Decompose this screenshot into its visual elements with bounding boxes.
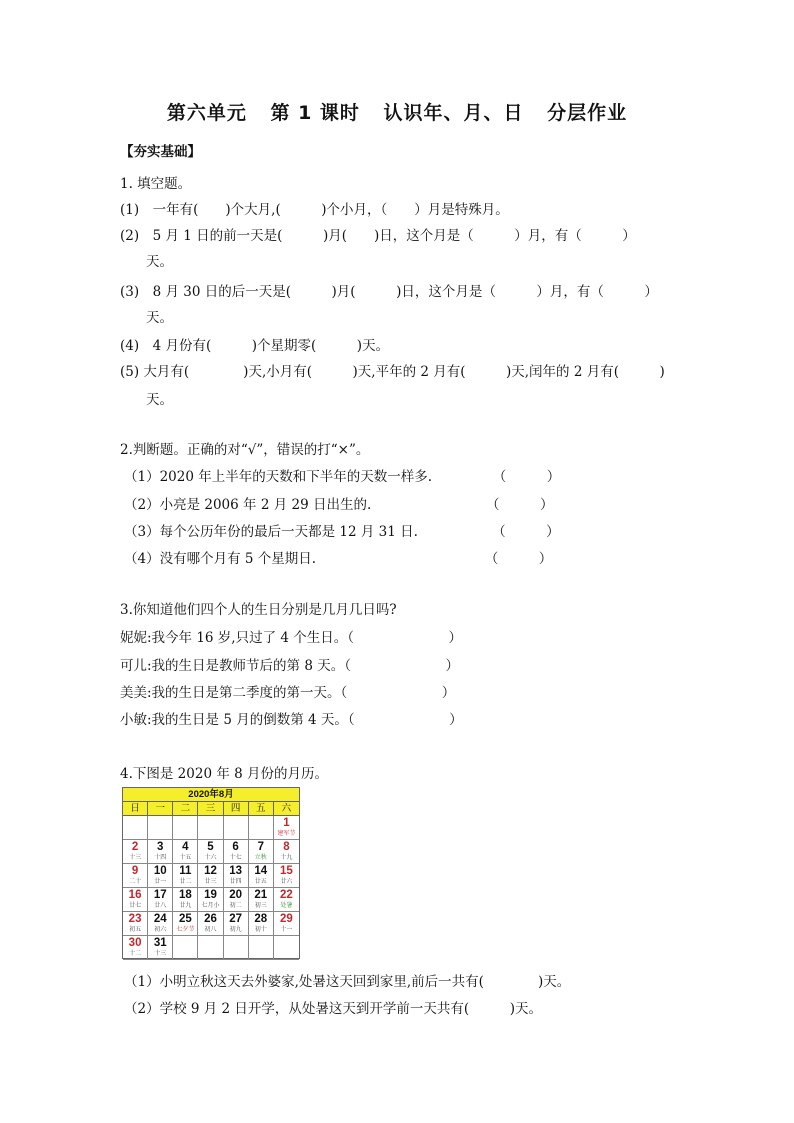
calendar-day-number: 25 [178, 913, 192, 925]
calendar-lunar-label: 十六 [204, 855, 217, 861]
calendar-lunar-label: 廿三 [204, 879, 217, 885]
q2-item-4: （4）没有哪个月有 5 个星期日. （ ） [124, 551, 553, 567]
calendar-weekday: 二 [173, 802, 198, 815]
calendar-day-cell [173, 816, 198, 840]
calendar-day-cell [198, 912, 223, 936]
calendar-day-cell [224, 864, 249, 888]
calendar-lunar-label: 廿四 [229, 879, 242, 885]
calendar-lunar-label: 初十 [254, 927, 267, 933]
q1-item-3-cont: 天。 [146, 310, 173, 326]
calendar-day-number: 20 [229, 889, 243, 901]
calendar-lunar-label: 二十 [129, 879, 142, 885]
calendar-day-number: 12 [204, 865, 217, 877]
calendar-day-number: 7 [257, 841, 264, 853]
calendar-lunar-label: 廿一 [154, 879, 167, 885]
calendar-day-number: 19 [204, 889, 217, 901]
q3-item-1: 妮妮:我今年 16 岁,只过了 4 个生日。（ ） [120, 630, 463, 646]
calendar-day-cell [198, 888, 223, 912]
q3-item-3: 美美:我的生日是第二季度的第一天。（ ） [120, 685, 456, 701]
q3-item-2: 可儿:我的生日是教师节后的第 8 天。（ ） [120, 658, 459, 674]
q1-item-5: (5) 大月有( )天,小月有( )天,平年的 2 月有( )天,闰年的 2 月有( ) [120, 364, 665, 380]
calendar-lunar-label: 初二 [229, 903, 242, 909]
calendar-day-number: 29 [280, 913, 293, 925]
calendar-lunar-label: 十九 [280, 855, 293, 861]
q4-item-2: （2）学校 9 月 2 日开学，从处暑这天到开学前一天共有( )天。 [124, 1001, 542, 1017]
calendar-day-cell [123, 816, 148, 840]
calendar-lunar-label: 十三 [129, 855, 142, 861]
calendar-day-cell [274, 936, 299, 960]
title-type: 分层作业 [547, 102, 628, 124]
calendar-lunar-label: 廿九 [179, 903, 192, 909]
q3-heading: 3.你知道他们四个人的生日分别是几月几日吗? [120, 602, 397, 618]
calendar-day-number: 15 [280, 865, 293, 877]
title-topic: 认识年、月、日 [383, 102, 524, 124]
q2-heading: 2.判断题。正确的对“√”，错误的打“×”。 [120, 442, 370, 458]
calendar-lunar-label: 十二 [129, 951, 142, 957]
calendar-day-cell [123, 912, 148, 936]
calendar-lunar-label: 立秋 [254, 855, 267, 861]
calendar-day-number: 22 [280, 889, 293, 901]
q2-item-3: （3）每个公历年份的最后一天都是 12 月 31 日. （ ） [124, 524, 560, 540]
calendar-day-cell [274, 816, 299, 840]
calendar-day-number: 14 [254, 865, 268, 877]
q1-item-1: (1) 一年有( )个大月,( )个小月，（ ）月是特殊月。 [120, 202, 509, 218]
calendar-day-number: 16 [128, 889, 142, 901]
calendar-day-number: 31 [153, 937, 167, 949]
q1-item-2: (2) 5 月 1 日的前一天是( )月( )日，这个月是（ ）月，有（ ） [120, 228, 636, 244]
calendar-day-cell [173, 864, 198, 888]
calendar-day-number: 11 [179, 865, 192, 877]
q4-heading: 4.下图是 2020 年 8 月份的月历。 [120, 766, 328, 782]
section-heading: 【夯实基础】 [120, 144, 201, 160]
calendar-day-cell [148, 840, 173, 864]
calendar-day-number: 18 [178, 889, 192, 901]
calendar-day-cell [198, 936, 223, 960]
q1-item-3: (3) 8 月 30 日的后一天是( )月( )日，这个月是（ ）月，有（ ） [120, 284, 658, 300]
calendar-day-number: 23 [128, 913, 142, 925]
calendar-day-cell [249, 912, 274, 936]
calendar-day-number: 24 [153, 913, 167, 925]
calendar-day-cell [224, 936, 249, 960]
calendar-day-cell [198, 840, 223, 864]
calendar-lunar-label: 廿二 [179, 879, 192, 885]
calendar-day-number: 2 [131, 841, 139, 853]
calendar-lunar-label: 十一 [280, 927, 293, 933]
calendar-day-number: 1 [283, 817, 290, 829]
calendar-lunar-label: 廿六 [280, 879, 293, 885]
q3-item-4: 小敏:我的生日是 5 月的倒数第 4 天。（ ） [120, 712, 463, 728]
calendar-day-cell [173, 936, 198, 960]
calendar-day-cell [148, 888, 173, 912]
calendar-lunar-label: 廿七 [129, 903, 142, 909]
calendar-day-cell [123, 936, 148, 960]
calendar-title: 2020年8月 [123, 788, 299, 802]
q1-item-2-cont: 天。 [146, 254, 173, 270]
calendar-day-number: 21 [254, 889, 268, 901]
calendar-day-cell [173, 912, 198, 936]
calendar-day-number: 26 [204, 913, 217, 925]
calendar-lunar-label: 处暑 [280, 903, 293, 909]
calendar-lunar-label: 七月小 [201, 903, 220, 909]
calendar-day-cell [123, 888, 148, 912]
calendar-day-number: 4 [182, 841, 189, 853]
calendar-lunar-label: 初八 [204, 927, 217, 933]
calendar-day-cell [274, 912, 299, 936]
calendar-day-cell [224, 888, 249, 912]
q1-heading: 1. 填空题。 [120, 176, 192, 192]
calendar-day-cell [224, 912, 249, 936]
calendar-day-cell [198, 864, 223, 888]
calendar-day-number: 30 [128, 937, 142, 949]
calendar-weekday: 日 [123, 802, 148, 815]
calendar-day-number: 10 [153, 865, 167, 877]
calendar-day-cell [249, 816, 274, 840]
calendar-day-cell [123, 840, 148, 864]
calendar-day-cell [173, 888, 198, 912]
calendar-day-number: 5 [207, 841, 214, 853]
calendar-lunar-label: 建军节 [277, 831, 296, 837]
calendar-lunar-label: 初六 [154, 927, 167, 933]
calendar-day-number: 17 [153, 889, 167, 901]
calendar-day-cell [224, 840, 249, 864]
calendar-day-cell [148, 936, 173, 960]
calendar-day-number: 28 [254, 913, 268, 925]
calendar-lunar-label: 初三 [254, 903, 267, 909]
calendar-weekday: 三 [198, 802, 223, 815]
calendar-day-number: 9 [131, 865, 139, 877]
calendar-lunar-label: 初五 [129, 927, 142, 933]
q1-item-4: (4) 4 月份有( )个星期零( )天。 [120, 338, 390, 354]
page-title [0, 98, 794, 125]
calendar-grid [123, 816, 299, 960]
calendar-lunar-label: 廿五 [254, 879, 267, 885]
calendar-lunar-label: 初九 [229, 927, 242, 933]
calendar-lunar-label: 廿八 [154, 903, 167, 909]
title-lesson: 第 1 课时 [270, 102, 360, 124]
calendar-day-cell [173, 840, 198, 864]
calendar-day-cell [249, 840, 274, 864]
calendar-day-number: 3 [157, 841, 164, 853]
q1-item-5-cont: 天。 [146, 392, 173, 408]
title-unit: 第六单元 [166, 102, 247, 124]
calendar-day-cell [148, 864, 173, 888]
calendar-weekday: 一 [148, 802, 173, 815]
calendar-weekday: 六 [281, 803, 292, 814]
q2-item-1: （1）2020 年上半年的天数和下半年的天数一样多. （ ） [124, 469, 561, 485]
calendar-lunar-label: 七夕节 [176, 927, 195, 933]
calendar-day-cell [148, 816, 173, 840]
calendar-day-number: 8 [283, 841, 290, 853]
calendar-lunar-label: 十四 [154, 855, 167, 861]
calendar-day-cell [148, 912, 173, 936]
calendar [122, 787, 300, 959]
calendar-day-cell [249, 864, 274, 888]
calendar-weekdays [123, 802, 299, 816]
calendar-weekday: 五 [249, 802, 274, 815]
calendar-lunar-label: 十三 [154, 951, 167, 957]
calendar-lunar-label: 十七 [229, 855, 242, 861]
q4-item-1: （1）小明立秋这天去外婆家,处暑这天回到家里,前后一共有( )天。 [124, 974, 571, 990]
calendar-weekday: 四 [224, 802, 249, 815]
calendar-day-cell [274, 888, 299, 912]
calendar-day-cell [249, 888, 274, 912]
calendar-day-number: 13 [229, 865, 243, 877]
calendar-lunar-label: 十五 [179, 855, 192, 861]
calendar-day-cell [274, 864, 299, 888]
calendar-day-cell [249, 936, 274, 960]
calendar-day-number: 27 [229, 913, 243, 925]
calendar-day-cell [224, 816, 249, 840]
calendar-day-cell [123, 864, 148, 888]
calendar-day-number: 6 [232, 841, 239, 853]
q2-item-2: （2）小亮是 2006 年 2 月 29 日出生的. （ ） [124, 497, 554, 513]
calendar-day-cell [198, 816, 223, 840]
calendar-day-cell [274, 840, 299, 864]
